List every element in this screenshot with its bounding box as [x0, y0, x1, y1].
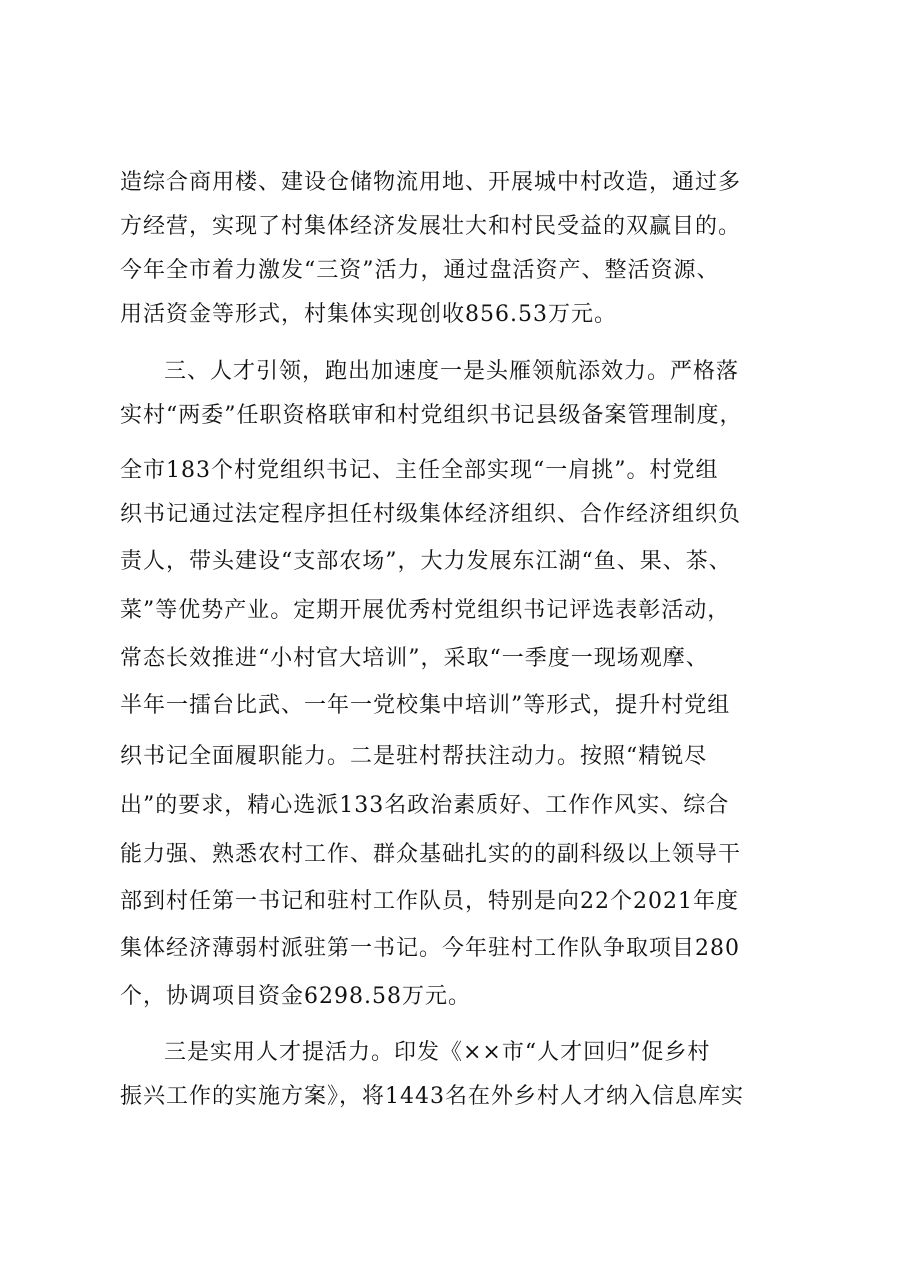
paragraph-2-line-8: 半年一擂台比武、一年一党校集中培训”等形式，提升村党组: [120, 693, 731, 718]
paragraph-1-line-2: 方经营，实现了村集体经济发展壮大和村民受益的双赢目的。: [120, 214, 742, 239]
paragraph-1-line-4: 用活资金等形式，村集体实现创收856.53万元。: [120, 302, 617, 327]
paragraph-2-line-7: 常态长效推进“小村官大培训”，采取“一季度一现场观摩、: [120, 646, 709, 671]
paragraph-2-line-14: 个，协调项目资金6298.58万元。: [120, 984, 471, 1009]
paragraph-2-line-5: 责人，带头建设“支部农场”，大力发展东江湖“鱼、果、茶、: [120, 549, 732, 574]
paragraph-2-line-1: 三、人才引领，跑出加速度一是头雁领航添效力。严格落: [164, 359, 740, 384]
paragraph-2-line-3: 全市183个村党组织书记、主任全部实现“一肩挑”。村党组: [120, 458, 719, 483]
paragraph-2-line-9: 织书记全面履职能力。二是驻村帮扶注动力。按照“精锐尽: [120, 744, 708, 769]
paragraph-3-line-2: 振兴工作的实施方案》，将1443名在外乡村人才纳入信息库实: [120, 1084, 744, 1109]
paragraph-2-line-10: 出”的要求，精心选派133名政治素质好、工作作风实、综合: [120, 793, 730, 818]
paragraph-2-line-6: 菜”等优势产业。定期开展优秀村党组织书记评选表彰活动，: [120, 598, 731, 623]
paragraph-2-line-12: 部到村任第一书记和驻村工作队员，特别是向22个2021年度: [120, 889, 739, 914]
paragraph-3-line-1: 三是实用人才提活力。印发《××市“人才回归”促乡村: [164, 1040, 711, 1065]
paragraph-1-line-1: 造综合商用楼、建设仓储物流用地、开展城中村改造，通过多: [120, 170, 742, 195]
paragraph-1-line-3: 今年全市着力激发“三资”活力，通过盘活资产、整活资源、: [120, 258, 720, 283]
paragraph-2-line-4: 织书记通过法定程序担任村级集体经济组织、合作经济组织负: [120, 502, 742, 527]
paragraph-2-line-13: 集体经济薄弱村派驻第一书记。今年驻村工作队争取项目280: [120, 936, 740, 961]
paragraph-2-line-2: 实村“两委”任职资格联审和村党组织书记县级备案管理制度，: [120, 403, 743, 428]
paragraph-2-line-11: 能力强、熟悉农村工作、群众基础扎实的的副科级以上领导干: [120, 842, 742, 867]
